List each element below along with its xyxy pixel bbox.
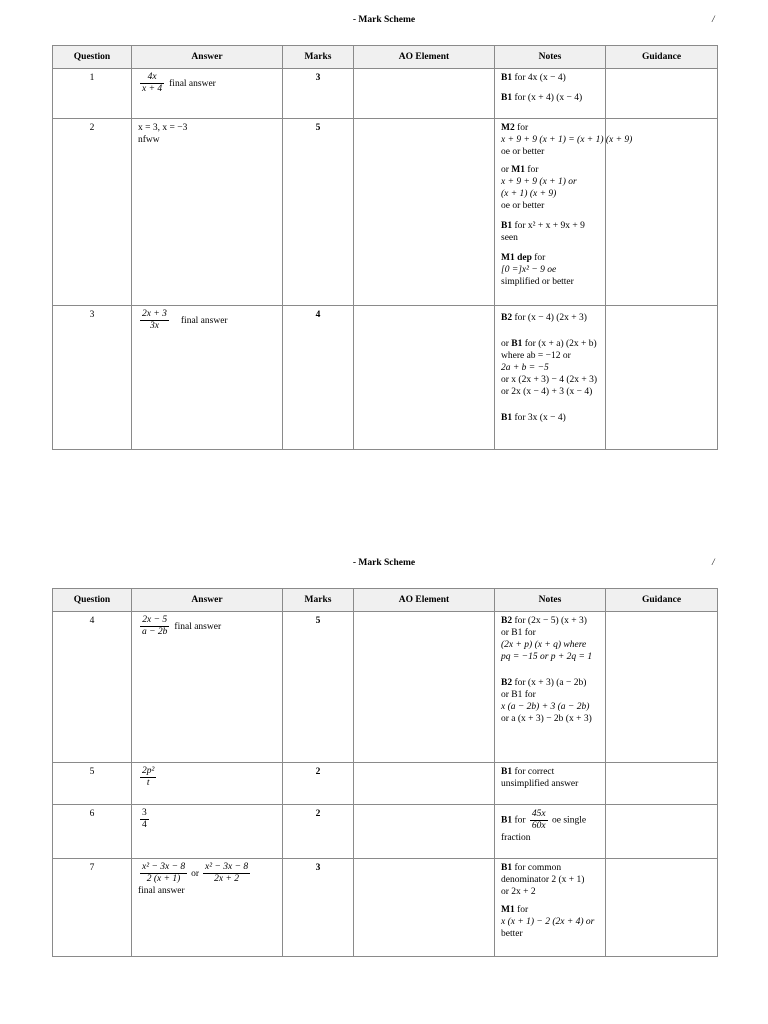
notes-cell: M2 for x + 9 + 9 (x + 1) = (x + 1) (x + 9) oe or better or M1 for x + 9 + 9 (x + 1) or (x + 1) (x + 9) oe or better B1 for x² + x + 9x + 9 seen M1 dep for [0 =]x² − 9 oe simplified or better bbox=[495, 119, 606, 306]
table-row bbox=[53, 805, 718, 859]
col-marks: Marks bbox=[283, 589, 354, 612]
marks-value: 4 bbox=[283, 306, 354, 450]
question-number: 5 bbox=[53, 763, 132, 805]
col-ao-element: AO Element bbox=[354, 589, 495, 612]
ao-element-cell bbox=[354, 763, 495, 805]
page-title: - Mark Scheme bbox=[352, 15, 416, 25]
answer-cell bbox=[132, 763, 283, 805]
notes-fraction: $\frac{45x}{60x}$ bbox=[531, 809, 546, 831]
mark-scheme-table bbox=[52, 588, 718, 957]
page-header bbox=[0, 558, 768, 572]
table-row bbox=[53, 859, 718, 957]
guidance-cell bbox=[606, 306, 718, 450]
col-notes: Notes bbox=[495, 46, 606, 69]
answer-fraction: $\frac{2x + 3}{3x}$ bbox=[142, 309, 167, 331]
table-row bbox=[53, 69, 718, 119]
guidance-cell bbox=[606, 859, 718, 957]
question-number: 2 bbox=[53, 119, 132, 306]
marks-value: 3 bbox=[283, 69, 354, 119]
table-row bbox=[53, 306, 718, 450]
notes-cell: B2 for (2x − 5) (x + 3) or B1 for (2x + p) (x + q) where pq = −15 or p + 2q = 1 B2 for (x + 3) (a − 2b) or B1 for x (a − 2b) + 3 (a − 2b) or a (x + 3) − 2b (x + 3) bbox=[495, 612, 606, 763]
col-question: Question bbox=[53, 589, 132, 612]
col-answer: Answer bbox=[132, 589, 283, 612]
notes-cell: B2 for (x − 4) (2x + 3) or B1 for (x + a) (2x + b) where ab = −12 or 2a + b = −5 or x (2x + 3) − 4 (2x + 3) or 2x (x − 4) + 3 (x − 4) B1 for 3x (x − 4) bbox=[495, 306, 606, 450]
page-marker: / bbox=[712, 15, 715, 25]
question-number: 6 bbox=[53, 805, 132, 859]
guidance-cell bbox=[606, 69, 718, 119]
answer-fraction: $\frac{4x}{x + 4}$ bbox=[142, 72, 163, 94]
answer-fraction: $\frac{\text{2p²}}{t}$ bbox=[142, 766, 155, 788]
ao-element-cell bbox=[354, 612, 495, 763]
ao-element-cell bbox=[354, 69, 495, 119]
col-notes: Notes bbox=[495, 589, 606, 612]
notes-cell: B1 for 4x (x − 4) B1 for (x + 4) (x − 4) bbox=[495, 69, 606, 119]
question-number: 4 bbox=[53, 612, 132, 763]
question-number: 3 bbox=[53, 306, 132, 450]
marks-value: 5 bbox=[283, 119, 354, 306]
col-marks: Marks bbox=[283, 46, 354, 69]
guidance-cell bbox=[606, 612, 718, 763]
col-ao-element: AO Element bbox=[354, 46, 495, 69]
col-guidance: Guidance bbox=[606, 589, 718, 612]
table-row bbox=[53, 612, 718, 763]
answer-cell: $\frac{2x - 5}{a - 2b}$ final answer bbox=[132, 612, 283, 763]
table-header-row bbox=[53, 46, 718, 69]
page-marker: / bbox=[712, 558, 715, 568]
ao-element-cell bbox=[354, 805, 495, 859]
mark-scheme-table bbox=[52, 45, 718, 450]
notes-cell: B1 for correct unsimplified answer bbox=[495, 763, 606, 805]
marks-value: 2 bbox=[283, 805, 354, 859]
col-question: Question bbox=[53, 46, 132, 69]
answer-fraction: $\frac{3}{4}$ bbox=[142, 808, 147, 830]
guidance-cell bbox=[606, 119, 718, 306]
page-title: - Mark Scheme bbox=[352, 558, 416, 568]
marks-value: 2 bbox=[283, 763, 354, 805]
ao-element-cell bbox=[354, 859, 495, 957]
guidance-cell bbox=[606, 805, 718, 859]
answer-cell: $\frac{2x + 3}{3x}$ final answer bbox=[132, 306, 283, 450]
answer-cell: $\frac{4x}{x + 4}$ final answer bbox=[132, 69, 283, 119]
col-guidance: Guidance bbox=[606, 46, 718, 69]
answer-fraction-alt: $\frac{\text{x² − 3x − 8}}{2x + 2}$ bbox=[205, 862, 249, 884]
table-row bbox=[53, 763, 718, 805]
guidance-cell bbox=[606, 763, 718, 805]
answer-cell: x = 3, x = −3 nfww bbox=[132, 119, 283, 306]
page-header bbox=[0, 15, 768, 29]
notes-cell: B1 for $\frac{45x}{60x}$ oe single fraction bbox=[495, 805, 606, 859]
ao-element-cell bbox=[354, 119, 495, 306]
marks-value: 5 bbox=[283, 612, 354, 763]
answer-cell bbox=[132, 805, 283, 859]
answer-cell: $\frac{\text{x² − 3x − 8}}{2 (x + 1)}$ or $\frac{\text{x² − 3x − 8}}{2x + 2}$ final answer bbox=[132, 859, 283, 957]
answer-fraction: $\frac{2x - 5}{a - 2b}$ bbox=[142, 615, 168, 637]
table-header-row bbox=[53, 589, 718, 612]
question-number: 1 bbox=[53, 69, 132, 119]
marks-value: 3 bbox=[283, 859, 354, 957]
question-number: 7 bbox=[53, 859, 132, 957]
table-row bbox=[53, 119, 718, 306]
col-answer: Answer bbox=[132, 46, 283, 69]
ao-element-cell bbox=[354, 306, 495, 450]
notes-cell: B1 for common denominator 2 (x + 1) or 2x + 2 M1 for x (x + 1) − 2 (2x + 4) or better bbox=[495, 859, 606, 957]
answer-fraction: $\frac{\text{x² − 3x − 8}}{2 (x + 1)}$ bbox=[142, 862, 186, 884]
